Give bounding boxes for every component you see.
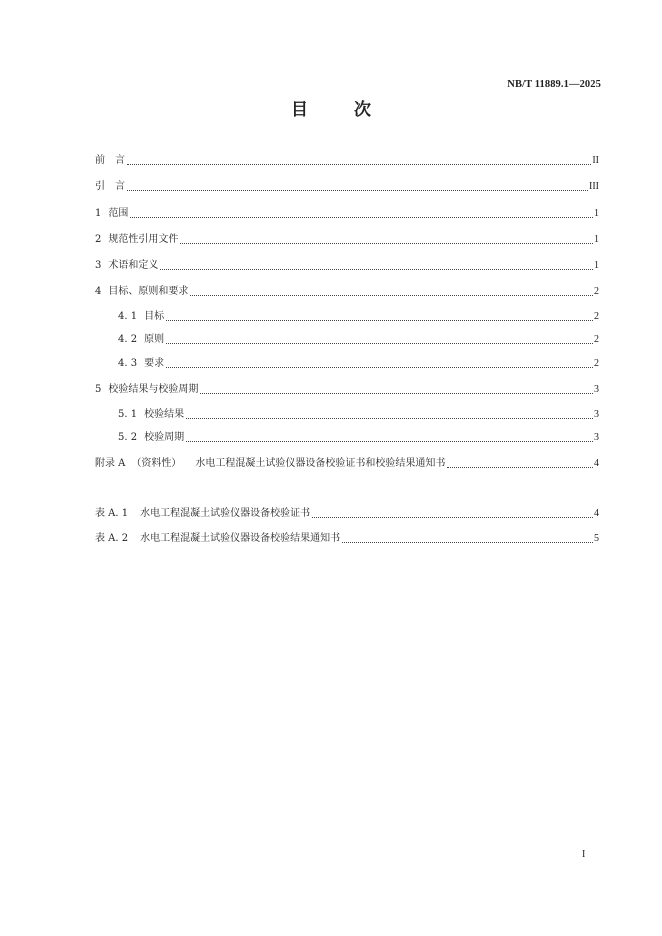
toc-entry-page: 1 [594,208,599,219]
toc-entry-page: 2 [594,358,599,369]
toc-entry-number: 4. 1 [118,311,138,322]
toc-entry-appendix-a[interactable] [95,457,599,471]
dot-leader [342,541,593,543]
toc-entry-number: 5 [95,384,102,395]
toc-entry-label: 引 言 [95,181,125,192]
toc-entry-page: II [592,155,599,166]
dot-leader [160,268,593,270]
toc-entry-4-1[interactable] [118,310,599,324]
dot-leader [127,163,591,165]
dot-leader [130,216,593,218]
toc-entry-label: 目标 [144,311,165,322]
dot-leader [186,440,593,442]
toc-entry-terms[interactable] [95,259,599,273]
toc-entry-page: 2 [594,286,599,297]
standard-code: NB/T 11889.1—2025 [507,79,601,90]
toc-entry-number: 4 [95,286,102,297]
toc-entry-number: 4. 2 [118,334,138,345]
toc-entry-5-2[interactable] [118,431,599,445]
toc-entry-5-1[interactable] [118,408,599,422]
dot-leader [166,366,593,368]
toc-entry-page: 4 [594,458,599,469]
table-title: 水电工程混凝土试验仪器设备校验证书 [140,508,311,519]
table-list-entry-a1[interactable] [95,507,599,521]
dot-leader [190,294,593,296]
toc-entry-number: 3 [95,260,102,271]
dot-leader [166,319,593,321]
toc-entry-label: 前 言 [95,155,125,166]
toc-entry-label: 校验周期 [144,432,185,443]
toc-entry-results[interactable] [95,383,599,397]
toc-entry-foreword[interactable] [95,154,599,168]
dot-leader [186,417,593,419]
table-number: 表 A. 2 [95,533,129,544]
table-page: 4 [594,508,599,519]
table-list-entry-a2[interactable] [95,532,599,546]
toc-entry-label: 目标、原则和要求 [108,286,189,297]
toc-entry-number: 1 [95,208,102,219]
toc-entry-page: 3 [594,432,599,443]
toc-entry-4-2[interactable] [118,333,599,347]
toc-entry-page: 1 [594,234,599,245]
toc-entry-objectives[interactable] [95,285,599,299]
toc-entry-number: 5. 2 [118,432,138,443]
toc-entry-page: 1 [594,260,599,271]
toc-entry-label: 要求 [144,358,165,369]
toc-entry-number: 5. 1 [118,409,138,420]
toc-entry-normative-references[interactable] [95,233,599,247]
toc-entry-page: 3 [594,409,599,420]
toc-entry-scope[interactable] [95,207,599,221]
dot-leader [447,466,593,468]
toc-entry-label: 水电工程混凝土试验仪器设备校验证书和校验结果通知书 [195,458,446,469]
toc-entry-label: 校验结果与校验周期 [108,384,199,395]
toc-entry-introduction[interactable] [95,180,599,194]
toc-entry-number: 附录 A [95,458,126,469]
dot-leader [312,516,593,518]
table-page: 5 [594,533,599,544]
toc-entry-label: 规范性引用文件 [108,234,179,245]
toc-entry-number: 2 [95,234,102,245]
toc-entry-number: 4. 3 [118,358,138,369]
toc-entry-page: 3 [594,384,599,395]
table-title: 水电工程混凝土试验仪器设备校验结果通知书 [140,533,341,544]
toc-entry-label: 校验结果 [144,409,185,420]
dot-leader [200,392,593,394]
table-number: 表 A. 1 [95,508,129,519]
toc-entry-page: III [589,181,599,192]
toc-entry-page: 2 [594,311,599,322]
page-number: I [582,849,586,860]
toc-entry-label: 范围 [108,208,129,219]
toc-entry-label: 术语和定义 [108,260,159,271]
toc-entry-label: 原则 [144,334,165,345]
dot-leader [180,242,593,244]
page-title: 目 次 [291,100,391,120]
dot-leader [127,189,588,191]
toc-entry-page: 2 [594,334,599,345]
appendix-type-tag: （资料性） [131,458,182,469]
toc-entry-4-3[interactable] [118,357,599,371]
dot-leader [166,342,593,344]
